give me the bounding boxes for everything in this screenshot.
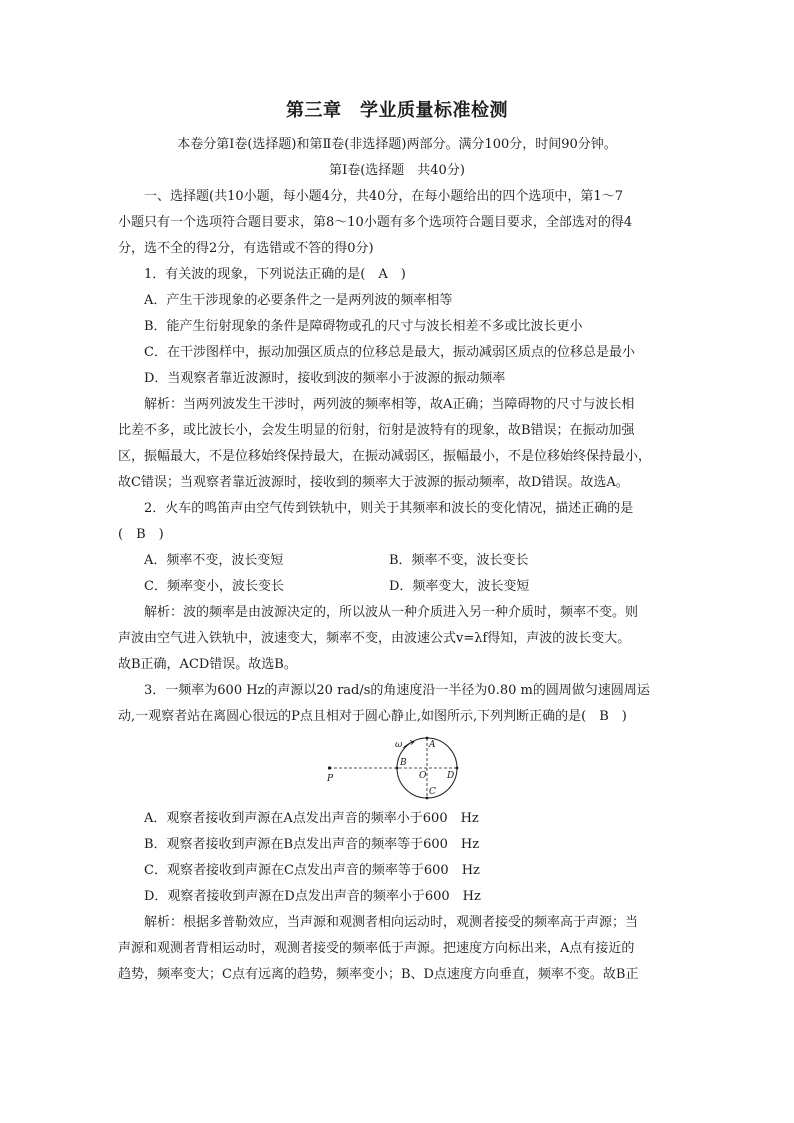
chapter-title: 第三章 学业质量标准检测	[286, 100, 508, 121]
label-a: A	[429, 740, 436, 750]
section-title: 第Ⅰ卷(选择题 共40分)	[329, 163, 465, 178]
question-2-option-a: A．频率不变，波长变短	[144, 553, 284, 568]
label-c: C	[429, 787, 436, 797]
question-1-stem: 1．有关波的现象，下列说法正确的是( A )	[144, 267, 406, 282]
question-1-analysis: 比差不多，或比波长小，会发生明显的衍射，衍射是波特有的现象，故B错误；在振动加强	[118, 423, 635, 438]
point-d-dot	[456, 767, 459, 770]
label-p: P	[327, 774, 334, 784]
label-b: B	[400, 758, 407, 768]
question-2-analysis: 解析：波的频率是由波源决定的，所以波从一种介质进入另一种介质时，频率不变。则	[144, 605, 639, 620]
question-2-stem: 2．火车的鸣笛声由空气传到铁轨中，则关于其频率和波长的变化情况，描述正确的是	[144, 501, 634, 516]
instructions-line: 分，选不全的得2分，有选错或不答的得0分)	[118, 241, 374, 256]
question-2-options-row	[118, 548, 676, 574]
question-2-option-c: C．频率变小，波长变长	[144, 579, 284, 594]
question-3-analysis: 趋势，频率变大；C点有远离的趋势，频率变小；B、D点速度方向垂直，频率不变。故B正	[118, 967, 639, 982]
question-1-option-d: D．当观察者靠近波源时，接收到波的频率小于波源的振动频率	[144, 371, 506, 386]
question-1-analysis: 区，振幅最大，不是位移始终保持最大，在振动减弱区，振幅最小，不是位移始终保持最小，	[118, 449, 652, 464]
circle-motion-diagram	[327, 732, 467, 802]
question-2-options-row	[118, 574, 676, 600]
label-omega: ω	[395, 740, 403, 750]
question-3-stem: 动,一观察者站在离圆心很远的P点且相对于圆心静止,如图所示,下列判断正确的是( B )	[118, 709, 627, 724]
point-c-dot	[426, 797, 429, 800]
instructions-line: 一、选择题(共10小题，每小题4分，共40分，在每小题给出的四个选项中，第1～7	[144, 189, 623, 204]
exam-intro: 本卷分第Ⅰ卷(选择题)和第Ⅱ卷(非选择题)两部分。满分100分，时间90分钟。	[177, 137, 617, 152]
question-2-stem-answer: ( B )	[118, 527, 164, 542]
instructions-line: 小题只有一个选项符合题目要求，第8～10小题有多个选项符合题目要求，全部选对的得4	[118, 215, 633, 230]
question-1-option-c: C．在干涉图样中，振动加强区质点的位移总是最大，振动减弱区质点的位移总是最小	[144, 345, 635, 360]
question-3-stem: 3．一频率为600 Hz的声源以20 rad/s的角速度沿一半径为0.80 m的圆周做匀速圆周运	[144, 683, 650, 698]
observer-point	[328, 766, 331, 769]
question-3-analysis: 声源和观测者背相运动时，观测者接受的频率低于声源。把速度方向标出来，A点有接近的	[118, 941, 635, 956]
question-3-option-b: B．观察者接收到声源在B点发出声音的频率等于600 Hz	[144, 837, 480, 852]
label-d: D	[447, 771, 455, 781]
question-1-option-b: B．能产生衍射现象的条件是障碍物或孔的尺寸与波长相差不多或比波长更小	[144, 319, 583, 334]
question-1-analysis: 解析：当两列波发生干涉时，两列波的频率相等，故A正确；当障碍物的尺寸与波长相	[144, 397, 635, 412]
circle-motion-figure	[118, 732, 676, 802]
question-3-analysis: 解析：根据多普勒效应，当声源和观测者相向运动时，观测者接受的频率高于声源；当	[144, 915, 639, 930]
label-o: O	[419, 771, 427, 781]
question-1-option-a: A．产生干涉现象的必要条件之一是两列波的频率相等	[144, 293, 453, 308]
point-b-dot	[396, 767, 399, 770]
question-2-analysis: 故B正确，ACD错误。故选B。	[118, 657, 297, 672]
question-3-option-d: D．观察者接收到声源在D点发出声音的频率小于600 Hz	[144, 889, 481, 904]
question-2-analysis: 声波由空气进入铁轨中，波速变大，频率不变，由波速公式v=λf得知，声波的波长变大。	[118, 631, 631, 646]
question-2-option-b: B．频率不变，波长变长	[389, 553, 529, 568]
point-a-dot	[426, 737, 429, 740]
question-2-option-d: D．频率变大，波长变短	[389, 579, 530, 594]
question-1-analysis: 故C错误；当观察者靠近波源时，接收到的频率大于波源的振动频率，故D错误。故选A。	[118, 475, 629, 490]
question-3-option-a: A．观察者接收到声源在A点发出声音的频率小于600 Hz	[144, 811, 479, 826]
question-3-option-c: C．观察者接收到声源在C点发出声音的频率等于600 Hz	[144, 863, 480, 878]
